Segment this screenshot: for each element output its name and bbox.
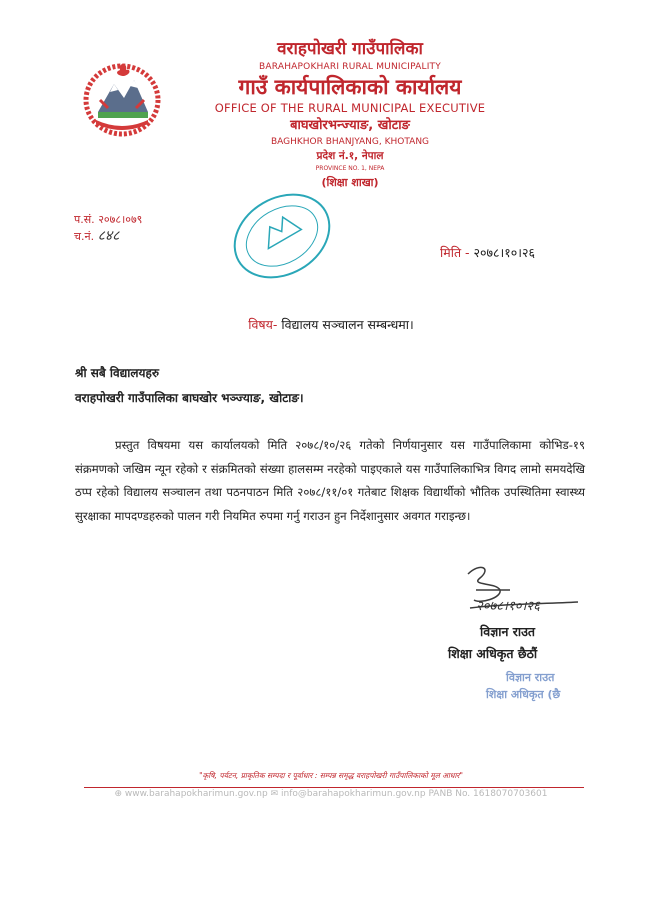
recipient-line-2: वराहपोखरी गाउँपालिका बाघखोर भञ्ज्याङ, खोटाङ। <box>75 391 304 405</box>
subject-text: विद्यालय सञ्चालन सम्बन्धमा। <box>281 317 414 332</box>
ps-label: प.सं. <box>74 213 95 226</box>
office-name-en: OFFICE OF THE RURAL MUNICIPAL EXECUTIVE <box>214 101 486 115</box>
signatory-stamp <box>486 669 560 703</box>
footer-divider <box>84 787 584 788</box>
ps-value: २०७८।०७९ <box>98 213 143 226</box>
date-label: मिति <box>440 245 462 260</box>
pan-number: PANB No. 1618070703601 <box>428 789 548 799</box>
body-paragraph: प्रस्तुत विषयमा यस कार्यालयको मिति २०७८/१०/२६ गतेको निर्णयानुसार यस गाउँपालिकामा कोभिड-१९ संक्रमणको जखिम न्यून रहेको र संक्रमितको संख्या हालसम्म नरहेको पाइएकाले यस गाउँपालिकाभित्र विगद लामो समयदेखि ठप्प रहेको विद्यालय सञ्चालन तथा पठनपाठन मिति २०७८/११/०१ गतेबाट शिक्षक विद्यार्थीको भौतिक उपस्थितिमा स्वास्थ्य सुरक्षाका मापदण्डहरुको पालन गरी नियमित रुपमा गर्नु गराउन हुन निर्देशानुसार अवगत गराइन्छ। <box>75 438 585 523</box>
letter-date: मिति - २०७८।१०।२६ <box>440 245 536 260</box>
subject-line <box>0 316 662 333</box>
mail-icon: ✉ <box>270 789 279 799</box>
globe-icon: ⊕ <box>114 789 123 799</box>
stamp-name: विज्ञान राउत <box>506 671 555 684</box>
province-en: PROVINCE NO. 1, NEPA <box>315 165 385 172</box>
reference-block <box>74 212 142 245</box>
cn-label: च.नं. <box>74 230 95 243</box>
office-stamp-icon <box>222 186 342 286</box>
nepal-emblem-icon <box>78 58 166 138</box>
subject-label: विषय- <box>248 317 278 332</box>
signatory-title: शिक्षा अधिकृत छैठौं <box>448 646 538 661</box>
footer-contact <box>0 789 662 799</box>
signatory-name: विज्ञान राउत <box>480 624 536 639</box>
signatory-block <box>448 621 538 665</box>
section-name: (शिक्षा शाखा) <box>321 176 379 189</box>
letter-body <box>75 434 585 528</box>
footer-motto: "कृषि, पर्यटन, प्राकृतिक सम्पदा र पूर्वाधार : सम्पन्न समृद्ध वराहपोखरी गाउँपालिकाको मूल आधार" <box>199 771 463 780</box>
date-value: २०७८।१०।२६ <box>473 245 536 260</box>
recipient-block <box>75 361 304 411</box>
address-np: बाघखोरभन्ज्याङ, खोटाङ <box>290 118 410 133</box>
province-np: प्रदेश नं.१, नेपाल <box>316 150 384 162</box>
letterhead <box>170 38 530 192</box>
website-link[interactable]: www.barahapokharimun.gov.np <box>124 789 268 799</box>
cn-value: ८४८ <box>97 228 120 244</box>
stamp-title: शिक्षा अधिकृत (छै <box>486 688 561 701</box>
recipient-line-1: श्री सबै विद्यालयहरु <box>75 366 160 380</box>
signature-date: २०७८।१०।२६ <box>476 599 540 614</box>
office-name-np: गाउँ कार्यपालिकाको कार्यालय <box>238 75 462 99</box>
municipality-name-en: BARAHAPOKHARI RURAL MUNICIPALITY <box>259 62 441 72</box>
email-link[interactable]: info@barahapokharimun.gov.np <box>281 789 426 799</box>
address-en: BAGHKHOR BHANJYANG, KHOTANG <box>270 137 430 147</box>
municipality-name-np: वराहपोखरी गाउँपालिका <box>277 39 423 59</box>
